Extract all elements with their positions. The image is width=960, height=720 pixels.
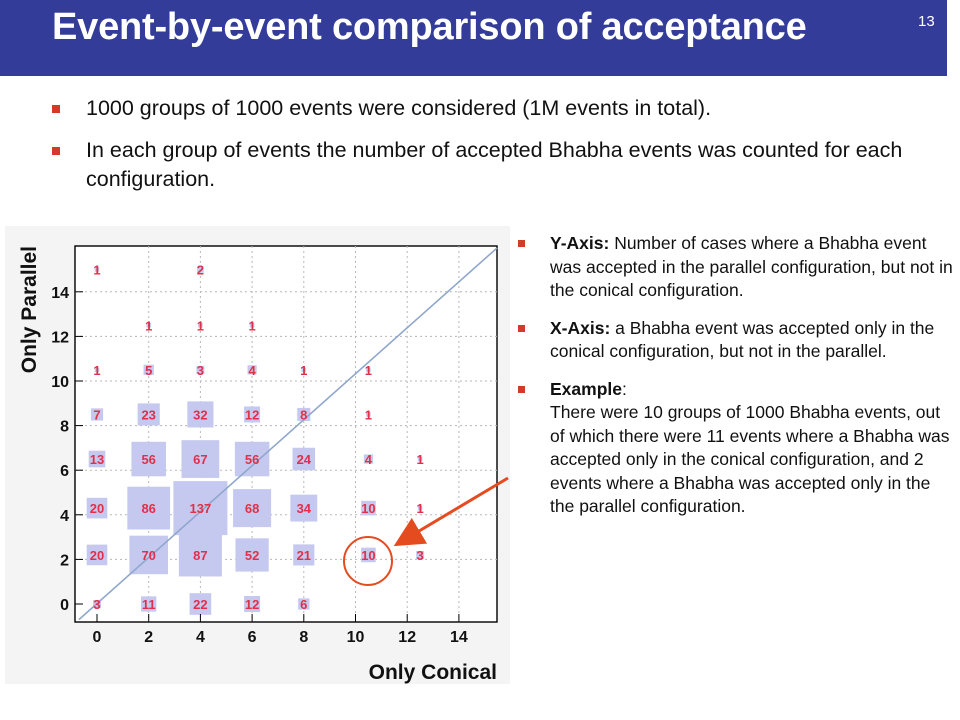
y-axis-title: Only Parallel: [18, 246, 41, 374]
cell-value-label: 20: [89, 547, 105, 563]
x-tick-label: 6: [247, 629, 257, 646]
slide-title: Event-by-event comparison of acceptance: [52, 6, 807, 48]
x-tick-label: 14: [450, 629, 468, 646]
acceptance-heatmap: [0, 222, 512, 686]
cell-value-label: 1: [145, 318, 153, 334]
x-tick-label: 10: [346, 629, 365, 646]
cell-value-label: 3: [196, 362, 205, 378]
y-axis-bullet: [518, 232, 954, 303]
bullet-square-icon: [52, 105, 60, 113]
cell-value-label: 3: [93, 597, 101, 612]
annotation-arrow-icon: [390, 470, 520, 550]
y-axis-label: Y-Axis:: [550, 233, 610, 253]
cell-value-label: 86: [141, 501, 156, 517]
cell-value-label: 68: [244, 501, 260, 517]
example-label: Example: [550, 378, 622, 399]
top-bullet-2: [52, 136, 932, 194]
y-tick-label: 8: [60, 418, 69, 436]
cell-value-label: 24: [296, 452, 312, 468]
y-tick-label: 12: [51, 329, 69, 347]
cell-value-label: 4: [364, 452, 373, 468]
cell-value-label: 137: [189, 501, 212, 517]
y-axis-text: Number of cases where a Bhabha event was accepted in the parallel configuration, but not in the conical configuration.: [550, 233, 953, 300]
cell-value-label: 87: [193, 547, 208, 563]
cell-value-label: 1: [364, 362, 373, 378]
cell-value-label: 56: [244, 452, 260, 468]
cell-value-label: 4: [248, 362, 256, 378]
cell-value-label: 12: [244, 597, 260, 612]
cell-value-label: 13: [89, 452, 105, 468]
y-tick-label: 0: [60, 597, 69, 614]
x-axis-bullet: [518, 317, 954, 364]
cell-value-label: 7: [93, 407, 101, 423]
y-tick-label: 2: [60, 552, 69, 570]
x-tick-label: 2: [144, 629, 154, 646]
y-tick-label: 14: [51, 284, 69, 302]
cell-value-label: 10: [361, 501, 376, 517]
x-tick-label: 8: [299, 629, 309, 646]
cell-value-label: 20: [89, 501, 105, 517]
bullet-square-icon: [518, 325, 525, 332]
cell-value-label: 1: [196, 318, 205, 334]
cell-value-label: 1: [248, 318, 256, 334]
cell-value-label: 6: [300, 597, 308, 612]
explanation-list: [518, 232, 954, 533]
cell-value-label: 34: [296, 501, 312, 517]
example-bullet: [518, 378, 954, 519]
y-tick-label: 10: [51, 374, 69, 391]
bullet-square-icon: [518, 386, 525, 393]
cell-value-label: 67: [193, 452, 208, 468]
x-tick-label: 4: [195, 629, 205, 646]
cell-value-label: 52: [244, 547, 260, 563]
x-axis-title: Only Conical: [368, 661, 497, 684]
cell-value-label: 3: [416, 547, 424, 563]
cell-value-label: 1: [93, 262, 101, 278]
cell-value-label: 10: [361, 547, 376, 563]
top-bullet-list: [52, 94, 932, 207]
title-bar: [0, 0, 947, 76]
cell-value-label: 12: [244, 407, 260, 423]
x-tick-label: 12: [398, 629, 417, 646]
example-description: [550, 378, 954, 519]
top-bullet-text: 1000 groups of 1000 events were considered (1M events in total).: [86, 96, 712, 120]
example-colon: :: [621, 378, 627, 399]
cell-value-label: 1: [416, 452, 424, 468]
cell-value-label: 70: [141, 547, 156, 563]
cell-value-label: 8: [300, 407, 308, 423]
cell-value-label: 1: [364, 407, 373, 423]
cell-value-label: 5: [145, 362, 153, 378]
cell-value-label: 1: [93, 362, 101, 378]
cell-value-label: 32: [193, 407, 208, 423]
top-bullet-1: [52, 94, 932, 123]
cell-value-label: 11: [141, 597, 156, 612]
cell-value-label: 21: [296, 547, 312, 563]
y-axis-description: [550, 232, 954, 303]
cell-value-label: 1: [300, 362, 308, 378]
top-bullet-text: In each group of events the number of accepted Bhabha events was counted for each configuration.: [86, 138, 903, 191]
cell-value-label: 2: [196, 262, 205, 278]
cell-value-label: 1: [416, 501, 424, 517]
cell-value-label: 56: [141, 452, 156, 468]
cell-value-label: 23: [141, 407, 156, 423]
highlight-circle: [343, 536, 393, 586]
x-tick-label: 0: [92, 629, 102, 646]
slide-number: 13: [918, 13, 935, 30]
y-tick-label: 4: [60, 507, 69, 525]
x-axis-label: X-Axis:: [550, 317, 611, 338]
x-axis-text: a Bhabha event was accepted only in the conical configuration, but not in the parallel.: [550, 317, 935, 361]
cell-value-label: 22: [193, 597, 208, 612]
y-tick-label: 6: [60, 463, 69, 481]
x-axis-description: [550, 317, 954, 364]
bullet-square-icon: [52, 147, 60, 155]
bullet-square-icon: [518, 240, 525, 247]
example-text: There were 10 groups of 1000 Bhabha events, out of which there were 11 events where a Bhabha was accepted only in the conical configuration, and 2 events where a Bhabha was accepted only in the the parallel configuration.: [550, 402, 950, 516]
